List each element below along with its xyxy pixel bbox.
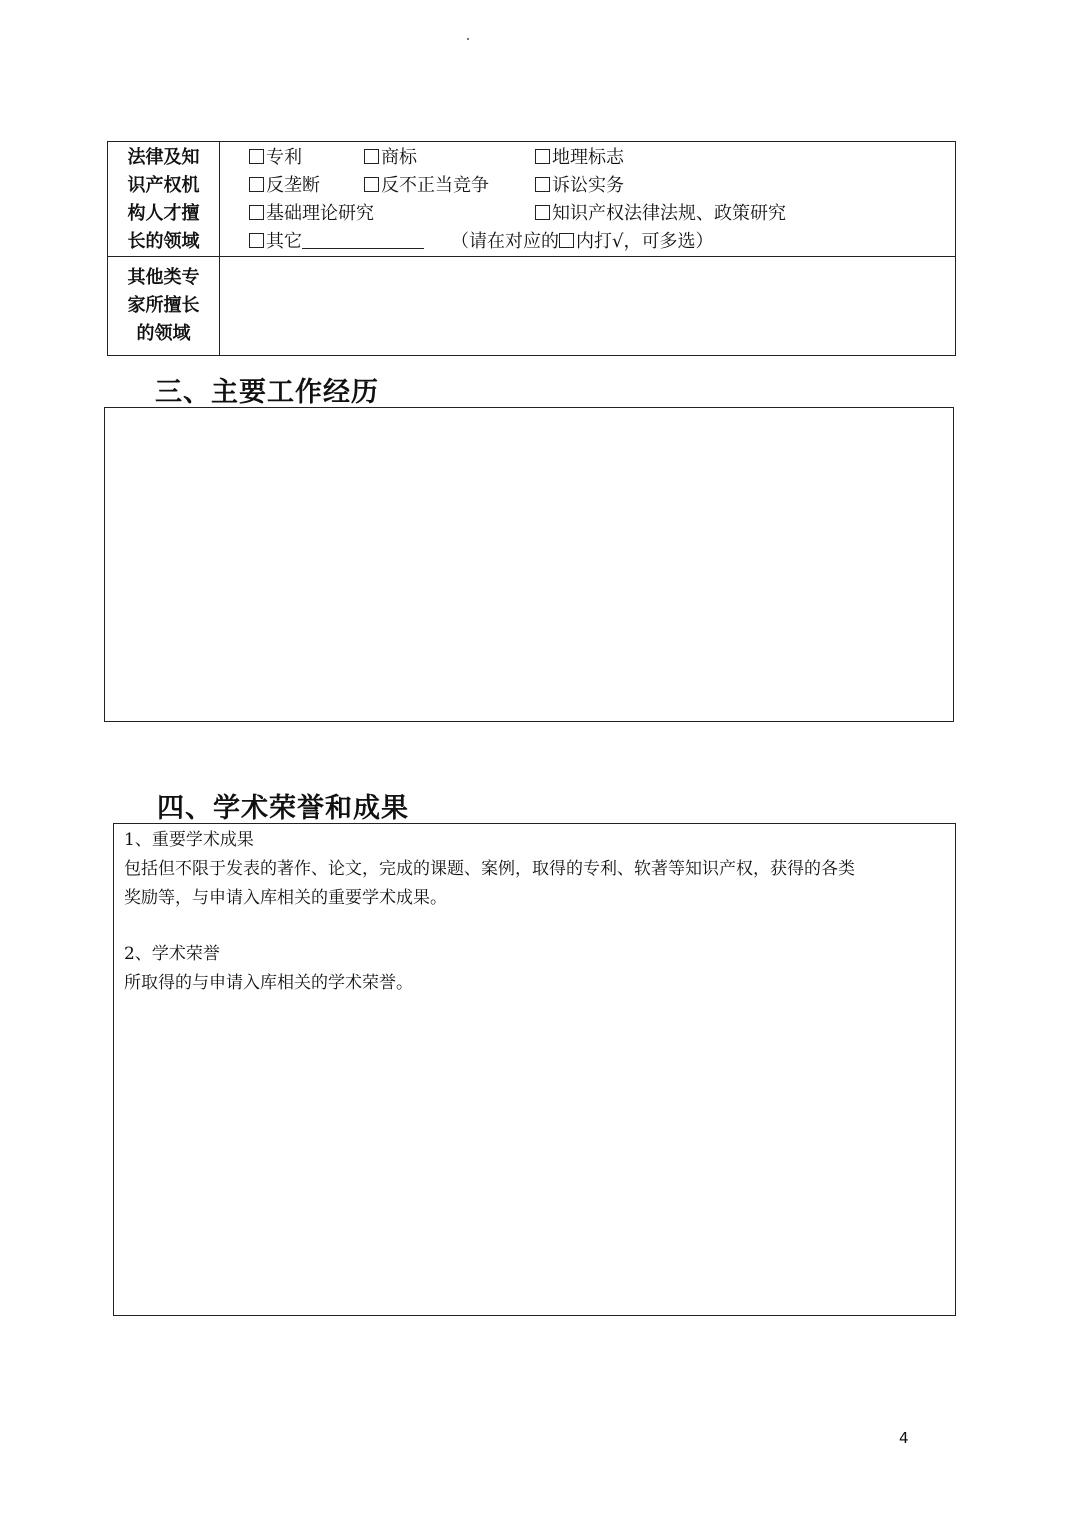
option-label: 反不正当竞争 bbox=[381, 175, 489, 196]
item2-title: 2、学术荣誉 bbox=[124, 944, 220, 964]
checkbox-icon[interactable] bbox=[249, 149, 264, 164]
option-patent[interactable] bbox=[249, 144, 302, 172]
label-line: 长的领域 bbox=[127, 231, 200, 252]
option-label: 其它 bbox=[266, 231, 302, 252]
label-line: 构人才擅 bbox=[127, 203, 200, 224]
option-geo-indication[interactable] bbox=[535, 144, 624, 172]
checkbox-icon[interactable] bbox=[535, 177, 550, 192]
label-line: 识产权机 bbox=[127, 175, 200, 196]
instruction-text bbox=[451, 228, 713, 256]
checkbox-icon[interactable] bbox=[249, 177, 264, 192]
option-basic-theory[interactable] bbox=[249, 200, 374, 228]
option-label: 知识产权法律法规、政策研究 bbox=[552, 203, 786, 224]
option-litigation[interactable] bbox=[535, 172, 624, 200]
section4-title: 四、学术荣誉和成果 bbox=[157, 793, 409, 824]
option-label: 基础理论研究 bbox=[266, 203, 374, 224]
label-line: 家所擅长 bbox=[127, 295, 200, 316]
option-label: 商标 bbox=[381, 147, 417, 168]
item2-desc: 所取得的与申请入库相关的学术荣誉。 bbox=[124, 973, 413, 993]
label-line: 的领域 bbox=[136, 323, 191, 344]
option-label: 专利 bbox=[266, 147, 302, 168]
instruction-post: 内打√，可多选） bbox=[576, 231, 714, 252]
ip-expertise-label bbox=[108, 144, 219, 256]
scan-speck bbox=[467, 38, 469, 40]
checkbox-icon[interactable] bbox=[535, 149, 550, 164]
item1-desc-line2: 奖励等，与申请入库相关的重要学术成果。 bbox=[124, 888, 447, 908]
instruction-pre: （请在对应的 bbox=[451, 231, 559, 252]
option-other[interactable] bbox=[249, 228, 424, 256]
option-label: 地理标志 bbox=[552, 147, 624, 168]
label-line: 法律及知 bbox=[127, 147, 200, 168]
table-column-divider bbox=[219, 142, 220, 355]
checkbox-symbol-icon bbox=[559, 233, 574, 248]
checkbox-icon[interactable] bbox=[364, 177, 379, 192]
option-antimonopoly[interactable] bbox=[249, 172, 320, 200]
table-row-divider bbox=[108, 256, 955, 257]
work-experience-field[interactable] bbox=[104, 407, 954, 722]
option-ip-law-policy[interactable] bbox=[535, 200, 786, 228]
section3-title: 三、主要工作经历 bbox=[155, 377, 379, 408]
option-label: 诉讼实务 bbox=[552, 175, 624, 196]
checkbox-icon[interactable] bbox=[535, 205, 550, 220]
other-blank-line[interactable] bbox=[302, 230, 424, 249]
item1-desc-line1: 包括但不限于发表的著作、论文，完成的课题、案例，取得的专利、软著等知识产权，获得的各类 bbox=[124, 859, 855, 879]
other-expertise-field[interactable] bbox=[221, 258, 955, 355]
checkbox-icon[interactable] bbox=[249, 233, 264, 248]
option-label: 反垄断 bbox=[266, 175, 320, 196]
item1-title: 1、重要学术成果 bbox=[124, 830, 254, 850]
checkbox-icon[interactable] bbox=[249, 205, 264, 220]
option-trademark[interactable] bbox=[364, 144, 417, 172]
expertise-table bbox=[107, 141, 956, 356]
option-unfair-competition[interactable] bbox=[364, 172, 489, 200]
other-expertise-label bbox=[108, 264, 219, 348]
academic-honors-field[interactable] bbox=[113, 823, 956, 1316]
label-line: 其他类专 bbox=[127, 267, 200, 288]
page-number: 4 bbox=[899, 1429, 909, 1447]
checkbox-icon[interactable] bbox=[364, 149, 379, 164]
